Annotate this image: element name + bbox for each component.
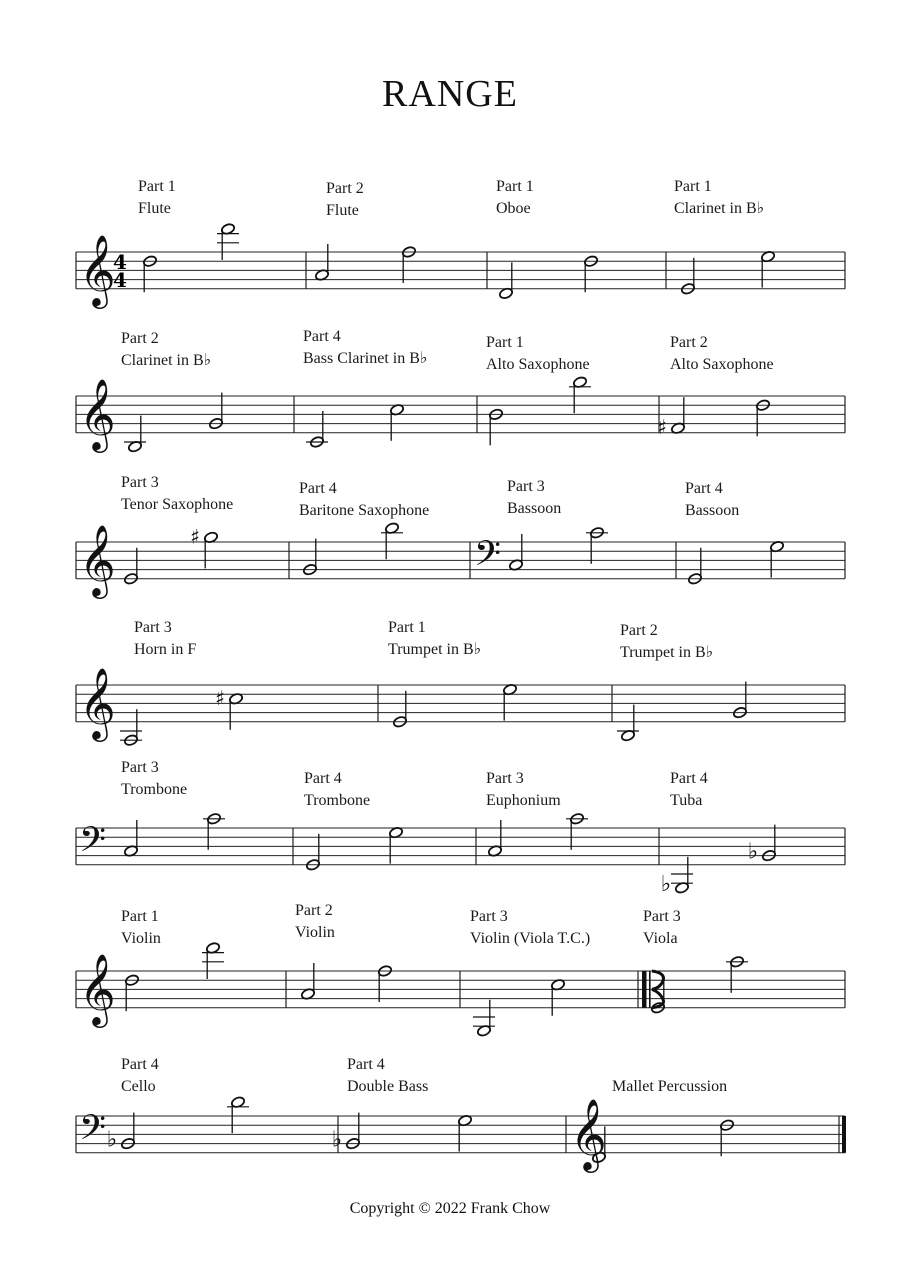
half-note [120,709,142,746]
final-barline-thick [842,1116,846,1153]
staff-system [76,396,845,433]
half-note [755,399,770,436]
treble-clef-icon [79,666,116,742]
half-note [583,255,598,292]
sharp-accidental: ♯ [190,524,200,549]
part-number: Part 2 [670,334,708,351]
half-note [377,965,392,1002]
half-note [670,397,685,434]
flat-accidental: ♭ [331,1127,343,1153]
half-note [381,522,403,559]
half-note [228,692,243,729]
part-number: Part 3 [507,478,545,495]
svg-text:𝄞: 𝄞 [79,522,116,596]
half-note [473,1000,495,1037]
half-note [687,548,702,585]
half-note [345,1113,360,1150]
half-note [123,548,138,585]
score-title: RANGE [382,73,518,115]
half-note [305,834,320,871]
part-number: Part 1 [121,908,159,925]
half-note [680,258,695,295]
half-note [142,255,157,292]
half-note [769,540,784,577]
half-note [566,812,588,849]
instrument-name: Violin [295,924,335,941]
treble-clef-icon [79,952,116,1028]
half-note [457,1114,472,1151]
half-note [302,539,317,576]
instrument-name: Alto Saxophone [486,356,590,373]
part-number: Part 3 [121,474,159,491]
half-note [498,262,513,299]
instrument-name: Trombone [121,781,188,798]
part-number: Part 4 [304,770,342,787]
half-note [650,977,665,1014]
instrument-name: Trumpet in B♭ [388,641,482,658]
part-number: Part 4 [121,1056,159,1073]
instrument-name: Clarinet in B♭ [121,352,212,369]
instrument-name: Clarinet in B♭ [674,200,765,217]
part-number: Part 2 [121,330,159,347]
treble-clef-icon [79,523,116,599]
part-number: Part 3 [470,908,508,925]
instrument-name: Flute [326,202,359,219]
treble-clef-icon [79,377,116,453]
half-note [203,531,218,568]
half-note [508,534,523,571]
svg-text:𝄞: 𝄞 [570,1096,607,1170]
staff-system [76,971,845,1008]
part-number: Part 3 [643,908,681,925]
svg-text:𝄢: 𝄢 [79,1107,107,1156]
instrument-name: Bass Clarinet in B♭ [303,350,428,367]
instrument-name: Trombone [304,792,371,809]
half-note [306,411,328,448]
flat-accidental: ♭ [660,871,672,897]
instrument-name: Trumpet in B♭ [620,644,714,661]
bass-clef-icon [79,819,106,868]
instrument-name: Cello [121,1078,156,1095]
half-note [202,942,224,979]
sharp-accidental: ♯ [657,415,667,440]
half-note [389,403,404,440]
half-note [760,250,775,287]
instrument-name: Flute [138,200,171,217]
part-number: Part 4 [303,328,341,345]
svg-text:𝄞: 𝄞 [79,232,116,306]
part-number: Part 1 [138,178,176,195]
half-note [617,705,639,742]
half-note [217,223,239,260]
half-note [569,376,591,413]
time-signature [113,250,127,292]
flat-accidental: ♭ [747,839,759,865]
bass-clef-icon [474,533,501,582]
half-note [120,1113,135,1150]
instrument-name: Bassoon [507,500,562,517]
part-number: Part 3 [121,759,159,776]
half-note [732,682,747,719]
instrument-name: Horn in F [134,641,197,658]
instrument-name: Violin (Viola T.C.) [470,930,591,947]
svg-text:𝄢: 𝄢 [474,533,502,582]
staff-system [76,685,845,722]
treble-clef-icon [79,233,116,309]
instrument-name: Double Bass [347,1078,429,1095]
half-note [487,820,502,857]
staff-system [76,828,845,865]
time-signature-top: 4 [113,250,127,274]
part-number: Part 3 [134,619,172,636]
half-note [502,683,517,720]
part-number: Part 4 [299,480,337,497]
part-number: Part 4 [347,1056,385,1073]
part-number: Part 2 [326,180,364,197]
instrument-name: Mallet Percussion [612,1078,728,1095]
half-note [208,393,223,430]
bass-clef-icon [79,1107,106,1156]
instrument-name: Viola [643,930,678,947]
half-note [671,857,693,894]
half-note [586,526,608,563]
instrument-name: Oboe [496,200,531,217]
half-note [392,691,407,728]
svg-text:𝄢: 𝄢 [79,819,107,868]
part-number: Part 1 [496,178,534,195]
instrument-name: Euphonium [486,792,561,809]
half-note [314,244,329,281]
part-number: Part 1 [486,334,524,351]
half-note [124,974,139,1011]
copyright: Copyright © 2022 Frank Chow [349,1200,551,1217]
part-number: Part 1 [388,619,426,636]
part-number: Part 1 [674,178,712,195]
sharp-accidental: ♯ [215,685,225,710]
svg-text:𝄞: 𝄞 [79,665,116,739]
svg-text:𝄞: 𝄞 [79,376,116,450]
half-note [726,955,748,992]
part-number: Part 3 [486,770,524,787]
part-number: Part 4 [685,480,723,497]
instrument-name: Tuba [670,792,703,809]
half-note [300,963,315,1000]
half-note [761,825,776,862]
half-note [203,812,225,849]
half-note [550,978,565,1015]
half-note [401,246,416,283]
staff-system [76,252,845,289]
time-signature-bottom: 4 [113,268,127,292]
half-note [124,416,146,453]
part-number: Part 4 [670,770,708,787]
flat-accidental: ♭ [106,1127,118,1153]
instrument-name: Bassoon [685,502,740,519]
part-number: Part 2 [620,622,658,639]
part-number: Part 2 [295,902,333,919]
instrument-name: Alto Saxophone [670,356,774,373]
half-note [388,826,403,863]
half-note [123,820,138,857]
instrument-name: Baritone Saxophone [299,502,430,519]
svg-text:𝄞: 𝄞 [79,951,116,1025]
instrument-name: Tenor Saxophone [121,496,234,513]
instrument-name: Violin [121,930,161,947]
half-note [488,408,503,445]
half-note [719,1119,734,1156]
half-note [227,1096,249,1133]
